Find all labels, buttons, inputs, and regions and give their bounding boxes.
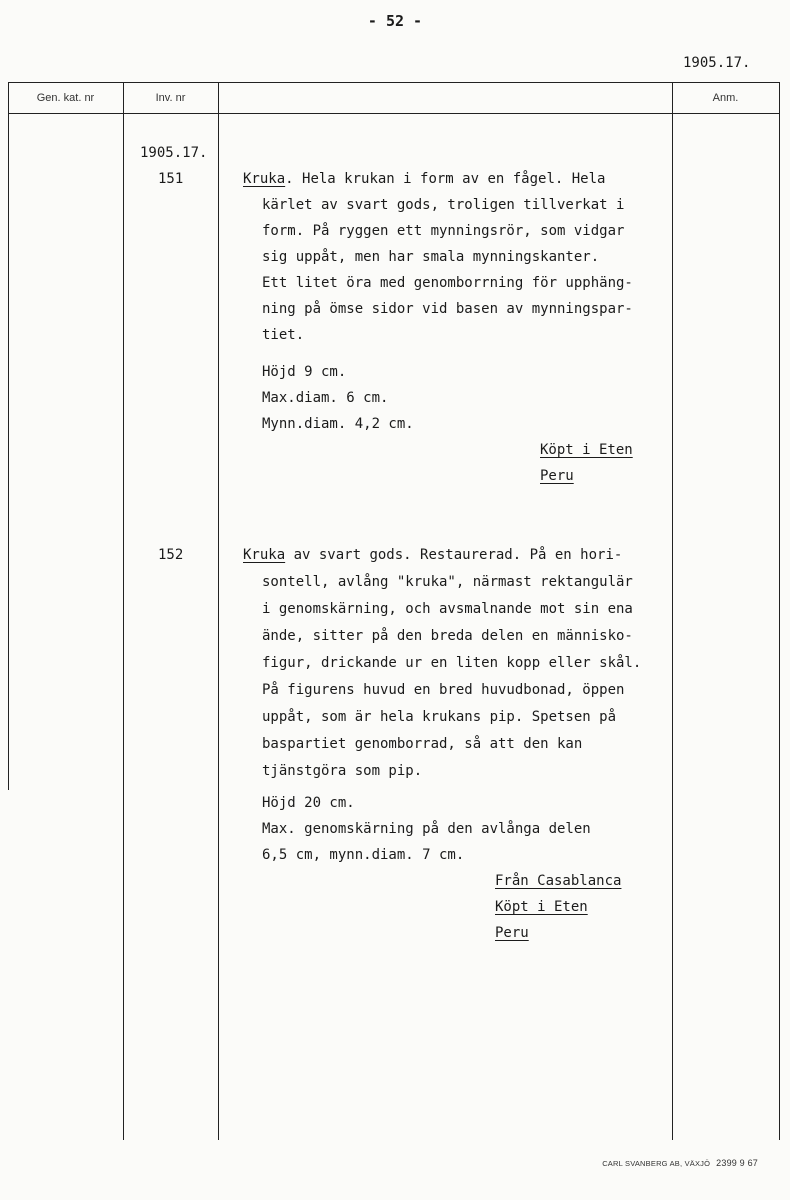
entry-151-mouth-diam: Mynn.diam. 4,2 cm. (262, 416, 414, 432)
entry-151-desc: . Hela krukan i form av en fågel. Hela (285, 171, 606, 187)
entry-152-line-6: På figurens huvud en bred huvudbonad, öppen (262, 682, 625, 698)
entry-151-provenance-2: Peru (540, 468, 574, 484)
entry-152-line-9: tjänstgöra som pip. (262, 763, 423, 779)
entry-151-provenance-1: Köpt i Eten (540, 442, 633, 458)
column-divider-1 (123, 82, 124, 1140)
entry-152-desc: av svart gods. Restaurerad. På en hori- (285, 547, 623, 563)
entry-152-line-8: baspartiet genomborrad, så att den kan (262, 736, 583, 752)
table-left-border (8, 82, 9, 790)
entry-151-height: Höjd 9 cm. (262, 364, 347, 380)
inventory-prefix: 1905.17. (140, 145, 208, 161)
entry-152-max-section: Max. genomskärning på den avlånga delen (262, 821, 591, 837)
entry-151-line-3: form. På ryggen ett mynningsrör, som vidgar (262, 223, 625, 239)
printer-imprint (602, 1158, 758, 1168)
entry-152-provenance-1: Från Casablanca (495, 873, 622, 889)
entry-152-line-4: ände, sitter på den breda delen en människo- (262, 628, 633, 644)
form-code: 2399 9 67 (716, 1158, 758, 1168)
entry-152-mouth-diam: 6,5 cm, mynn.diam. 7 cm. (262, 847, 465, 863)
entry-152-line-2: sontell, avlång "kruka", närmast rektangulär (262, 574, 633, 590)
column-header-gen-kat: Gen. kat. nr (36, 92, 95, 104)
inv-number-152: 152 (158, 547, 184, 563)
entry-151-line-4: sig uppåt, men har smala mynningskanter. (262, 249, 600, 265)
entry-152-line-1 (243, 545, 622, 565)
entry-151-title: Kruka (243, 171, 286, 187)
entry-152-provenance-3: Peru (495, 925, 529, 941)
entry-151-line-7: tiet. (262, 327, 305, 343)
entry-152-line-5: figur, drickande ur en liten kopp eller skål. (262, 655, 642, 671)
column-divider-2 (218, 82, 219, 1140)
entry-152-line-7: uppåt, som är hela krukans pip. Spetsen på (262, 709, 617, 725)
entry-151-line-6: ning på ömse sidor vid basen av mynningspar- (262, 301, 633, 317)
entry-152-provenance-2: Köpt i Eten (495, 899, 588, 915)
entry-151-line-2: kärlet av svart gods, troligen tillverkat i (262, 197, 625, 213)
entry-152-height: Höjd 20 cm. (262, 795, 355, 811)
table-right-border (779, 82, 780, 1140)
page-number: - 52 - (367, 12, 423, 30)
entry-151-line-1 (243, 169, 605, 189)
column-header-inv: Inv. nr (155, 92, 186, 104)
catalog-reference: 1905.17. (683, 55, 751, 71)
entry-151-max-diam: Max.diam. 6 cm. (262, 390, 389, 406)
column-divider-3 (672, 82, 673, 1140)
inv-number-151: 151 (158, 171, 184, 187)
entry-152-line-3: i genomskärning, och avsmalnande mot sin ena (262, 601, 633, 617)
column-header-anm: Anm. (712, 92, 739, 104)
entry-151-line-5: Ett litet öra med genomborrning för upphäng- (262, 275, 633, 291)
printer-name: CARL SVANBERG AB, VÄXJÖ (602, 1159, 711, 1168)
entry-152-title: Kruka (243, 547, 286, 563)
